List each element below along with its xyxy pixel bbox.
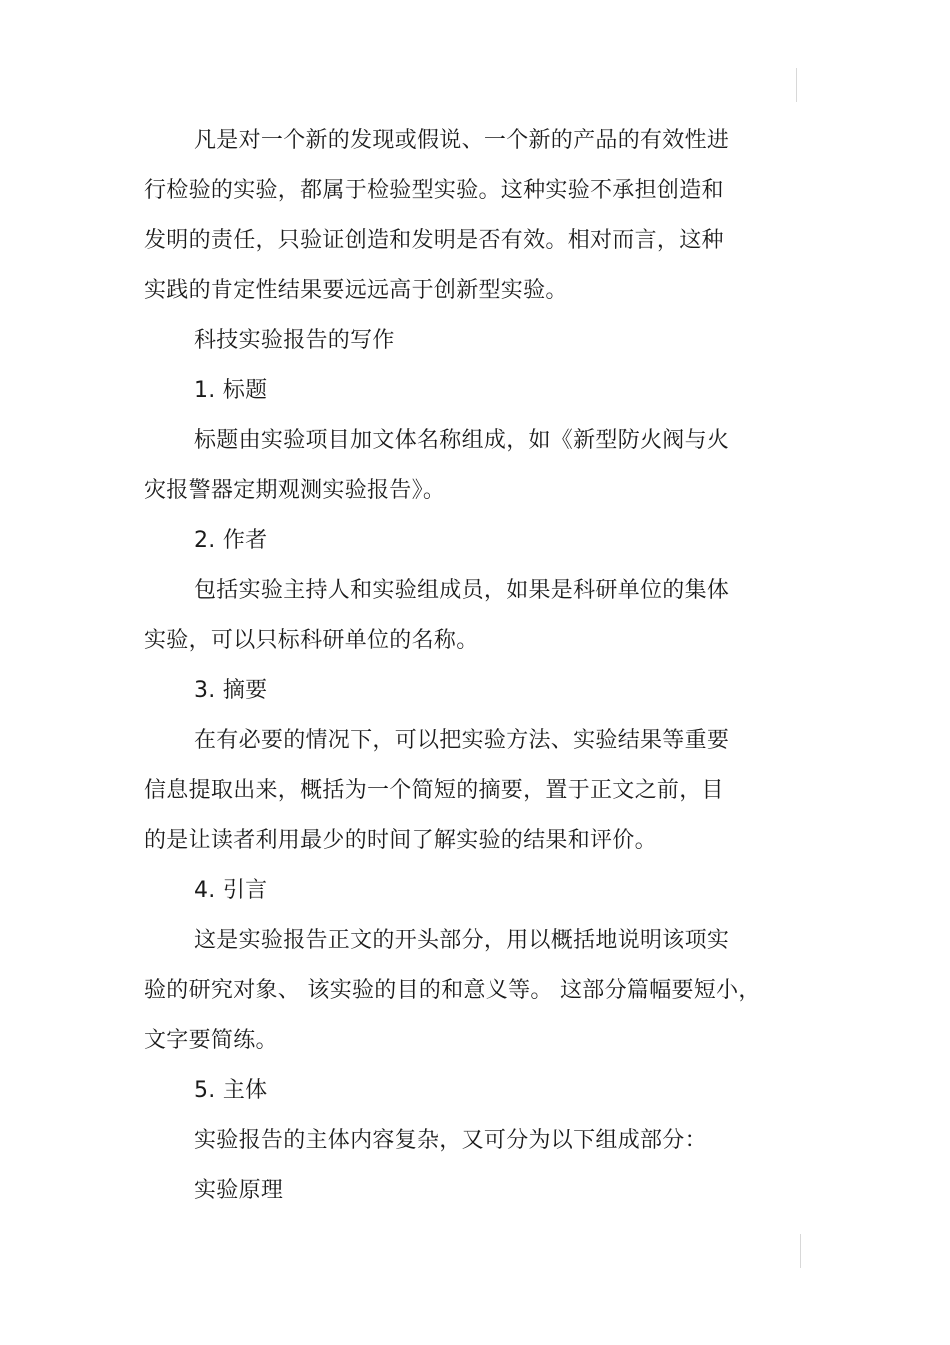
subsection-heading: 4. 引言: [194, 878, 268, 903]
paragraph-line: 实践的肯定性结果要远远高于创新型实验。: [144, 278, 568, 303]
subsection-heading: 5. 主体: [194, 1078, 268, 1103]
page-edge-mark-top: [796, 68, 797, 102]
paragraph-line: 行检验的实验，都属于检验型实验。这种实验不承担创造和: [144, 178, 724, 203]
paragraph-line: 文字要简练。: [144, 1028, 278, 1053]
paragraph-line: 发明的责任，只验证创造和发明是否有效。相对而言，这种: [144, 228, 724, 253]
paragraph-line: 验的研究对象、 该实验的目的和意义等。 这部分篇幅要短小，: [144, 978, 761, 1003]
paragraph-line: 的是让读者利用最少的时间了解实验的结果和评价。: [144, 828, 657, 853]
paragraph-line: 灾报警器定期观测实验报告》。: [144, 478, 446, 503]
paragraph-line: 信息提取出来，概括为一个简短的摘要，置于正文之前，目: [144, 778, 724, 803]
paragraph-line: 这是实验报告正文的开头部分，用以概括地说明该项实: [194, 928, 730, 953]
paragraph-line: 包括实验主持人和实验组成员，如果是科研单位的集体: [194, 578, 730, 603]
paragraph-line: 实验报告的主体内容复杂，又可分为以下组成部分：: [194, 1128, 707, 1153]
paragraph-line: 标题由实验项目加文体名称组成，如《新型防火阀与火: [194, 428, 730, 453]
page-edge-mark-bottom: [800, 1234, 801, 1268]
subsection-heading: 3. 摘要: [194, 678, 268, 703]
paragraph-line: 在有必要的情况下，可以把实验方法、实验结果等重要: [194, 728, 730, 753]
paragraph-line: 实验原理: [194, 1178, 284, 1203]
paragraph-line: 实验，可以只标科研单位的名称。: [144, 628, 479, 653]
subsection-heading: 1. 标题: [194, 378, 268, 403]
subsection-heading: 2. 作者: [194, 528, 268, 553]
section-heading: 科技实验报告的写作: [194, 328, 395, 353]
paragraph-line: 凡是对一个新的发现或假说、一个新的产品的有效性进: [194, 128, 730, 153]
